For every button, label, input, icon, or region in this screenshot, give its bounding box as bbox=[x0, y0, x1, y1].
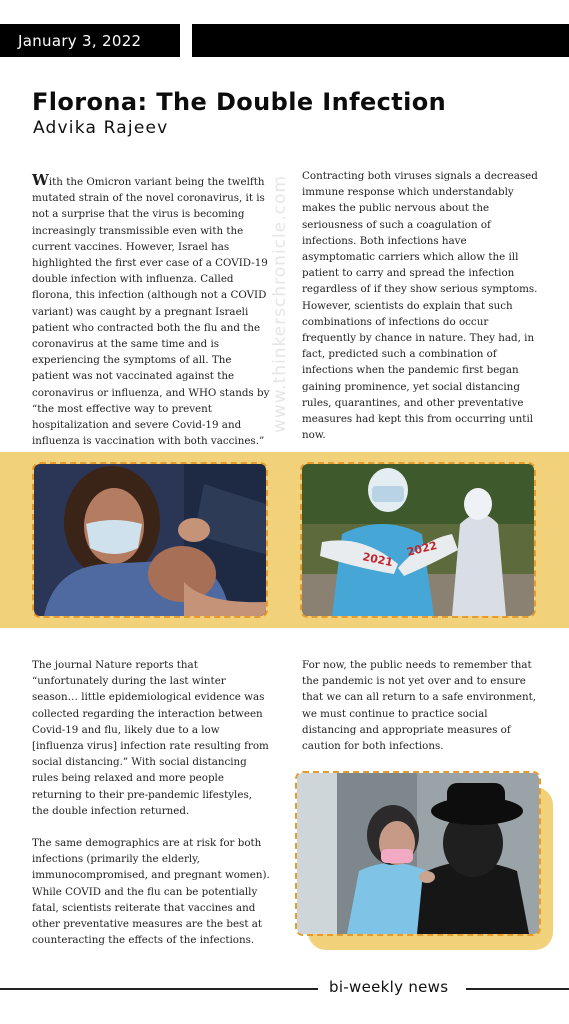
gloves-photo bbox=[300, 462, 536, 618]
column-3-para-2: The same demographics are at risk for both infections (primarily the elderly, immunocompromised, and pregnant women). While COVID and the flu can be potentially fatal, scientists reiterate that vaccines and other preventative measures are the best at counteracting the effects of the infections. bbox=[32, 837, 270, 947]
column-4 bbox=[302, 657, 542, 754]
column-2-text: Contracting both viruses signals a decreased immune response which understandably makes the public nervous about the seriousness of such a coagulation of infections. Both infections have asymptomatic carriers which allow the ill patient to carry and spread the infection regardless of if they show serious symptoms. However, scientists do explain that such combinations of infections do occur frequently by chance in nature. They had, in fact, predicted such a combination of infections when the pandemic first began gaining prominence, yet social distancing rules, quarantines, and other preventative measures had kept this from occurring until now. bbox=[302, 170, 538, 442]
column-4-text: For now, the public needs to remember that the pandemic is not yet over and to ensure that we can all return to a safe environment, we must continue to practice social distancing and appropriate measures of caution for both infections. bbox=[302, 659, 537, 753]
column-3-para-1: The journal Nature reports that “unfortunately during the last winter season… little epidemiological evidence was collected regarding the interaction between Covid-19 and flu, likely due to a low [influenza virus] infection rate resulting from social distancing.” With social distancing rules being relaxed and more people returning to their pre-pandemic lifestyles, the double infection returned. bbox=[32, 659, 269, 817]
column-3 bbox=[32, 657, 272, 948]
glove-text-2022: 2022 bbox=[405, 538, 439, 559]
column-2 bbox=[302, 168, 542, 443]
column-1-text: ith the Omicron variant being the twelfth mutated strain of the novel coronavirus, it is not a surprise that the virus is becoming increasingly transmissible even with the current vaccines. However, Israel has highlighted the first ever case of a COVID-19 double infection with influenza. Called florona, this infection (although not a COVID variant) was caught by a pregnant Israeli patient who contracted both the flu and the coronavirus at the same time and is experiencing the symptoms of all. The patient was not vaccinated against the coronavirus or influenza, and WHO stands by “the most effective way to prevent hospitalization and severe Covid-19 and influenza is vaccination with both vaccines.” bbox=[32, 176, 270, 448]
testing-photo bbox=[295, 771, 541, 936]
vaccination-photo bbox=[32, 462, 268, 618]
column-1 bbox=[32, 172, 270, 449]
watermark: www.thinkerschronicle.com bbox=[270, 175, 290, 433]
article-title: Florona: The Double Infection bbox=[32, 88, 447, 116]
glove-text-2021: 2021 bbox=[361, 550, 395, 570]
footer-label: bi-weekly news bbox=[329, 978, 449, 996]
drop-cap: W bbox=[32, 171, 49, 189]
header-bar bbox=[192, 24, 569, 57]
footer-rule-left bbox=[0, 988, 318, 990]
article-author: Advika Rajeev bbox=[33, 118, 169, 138]
footer-rule-right bbox=[466, 988, 569, 990]
issue-date: January 3, 2022 bbox=[18, 32, 142, 50]
